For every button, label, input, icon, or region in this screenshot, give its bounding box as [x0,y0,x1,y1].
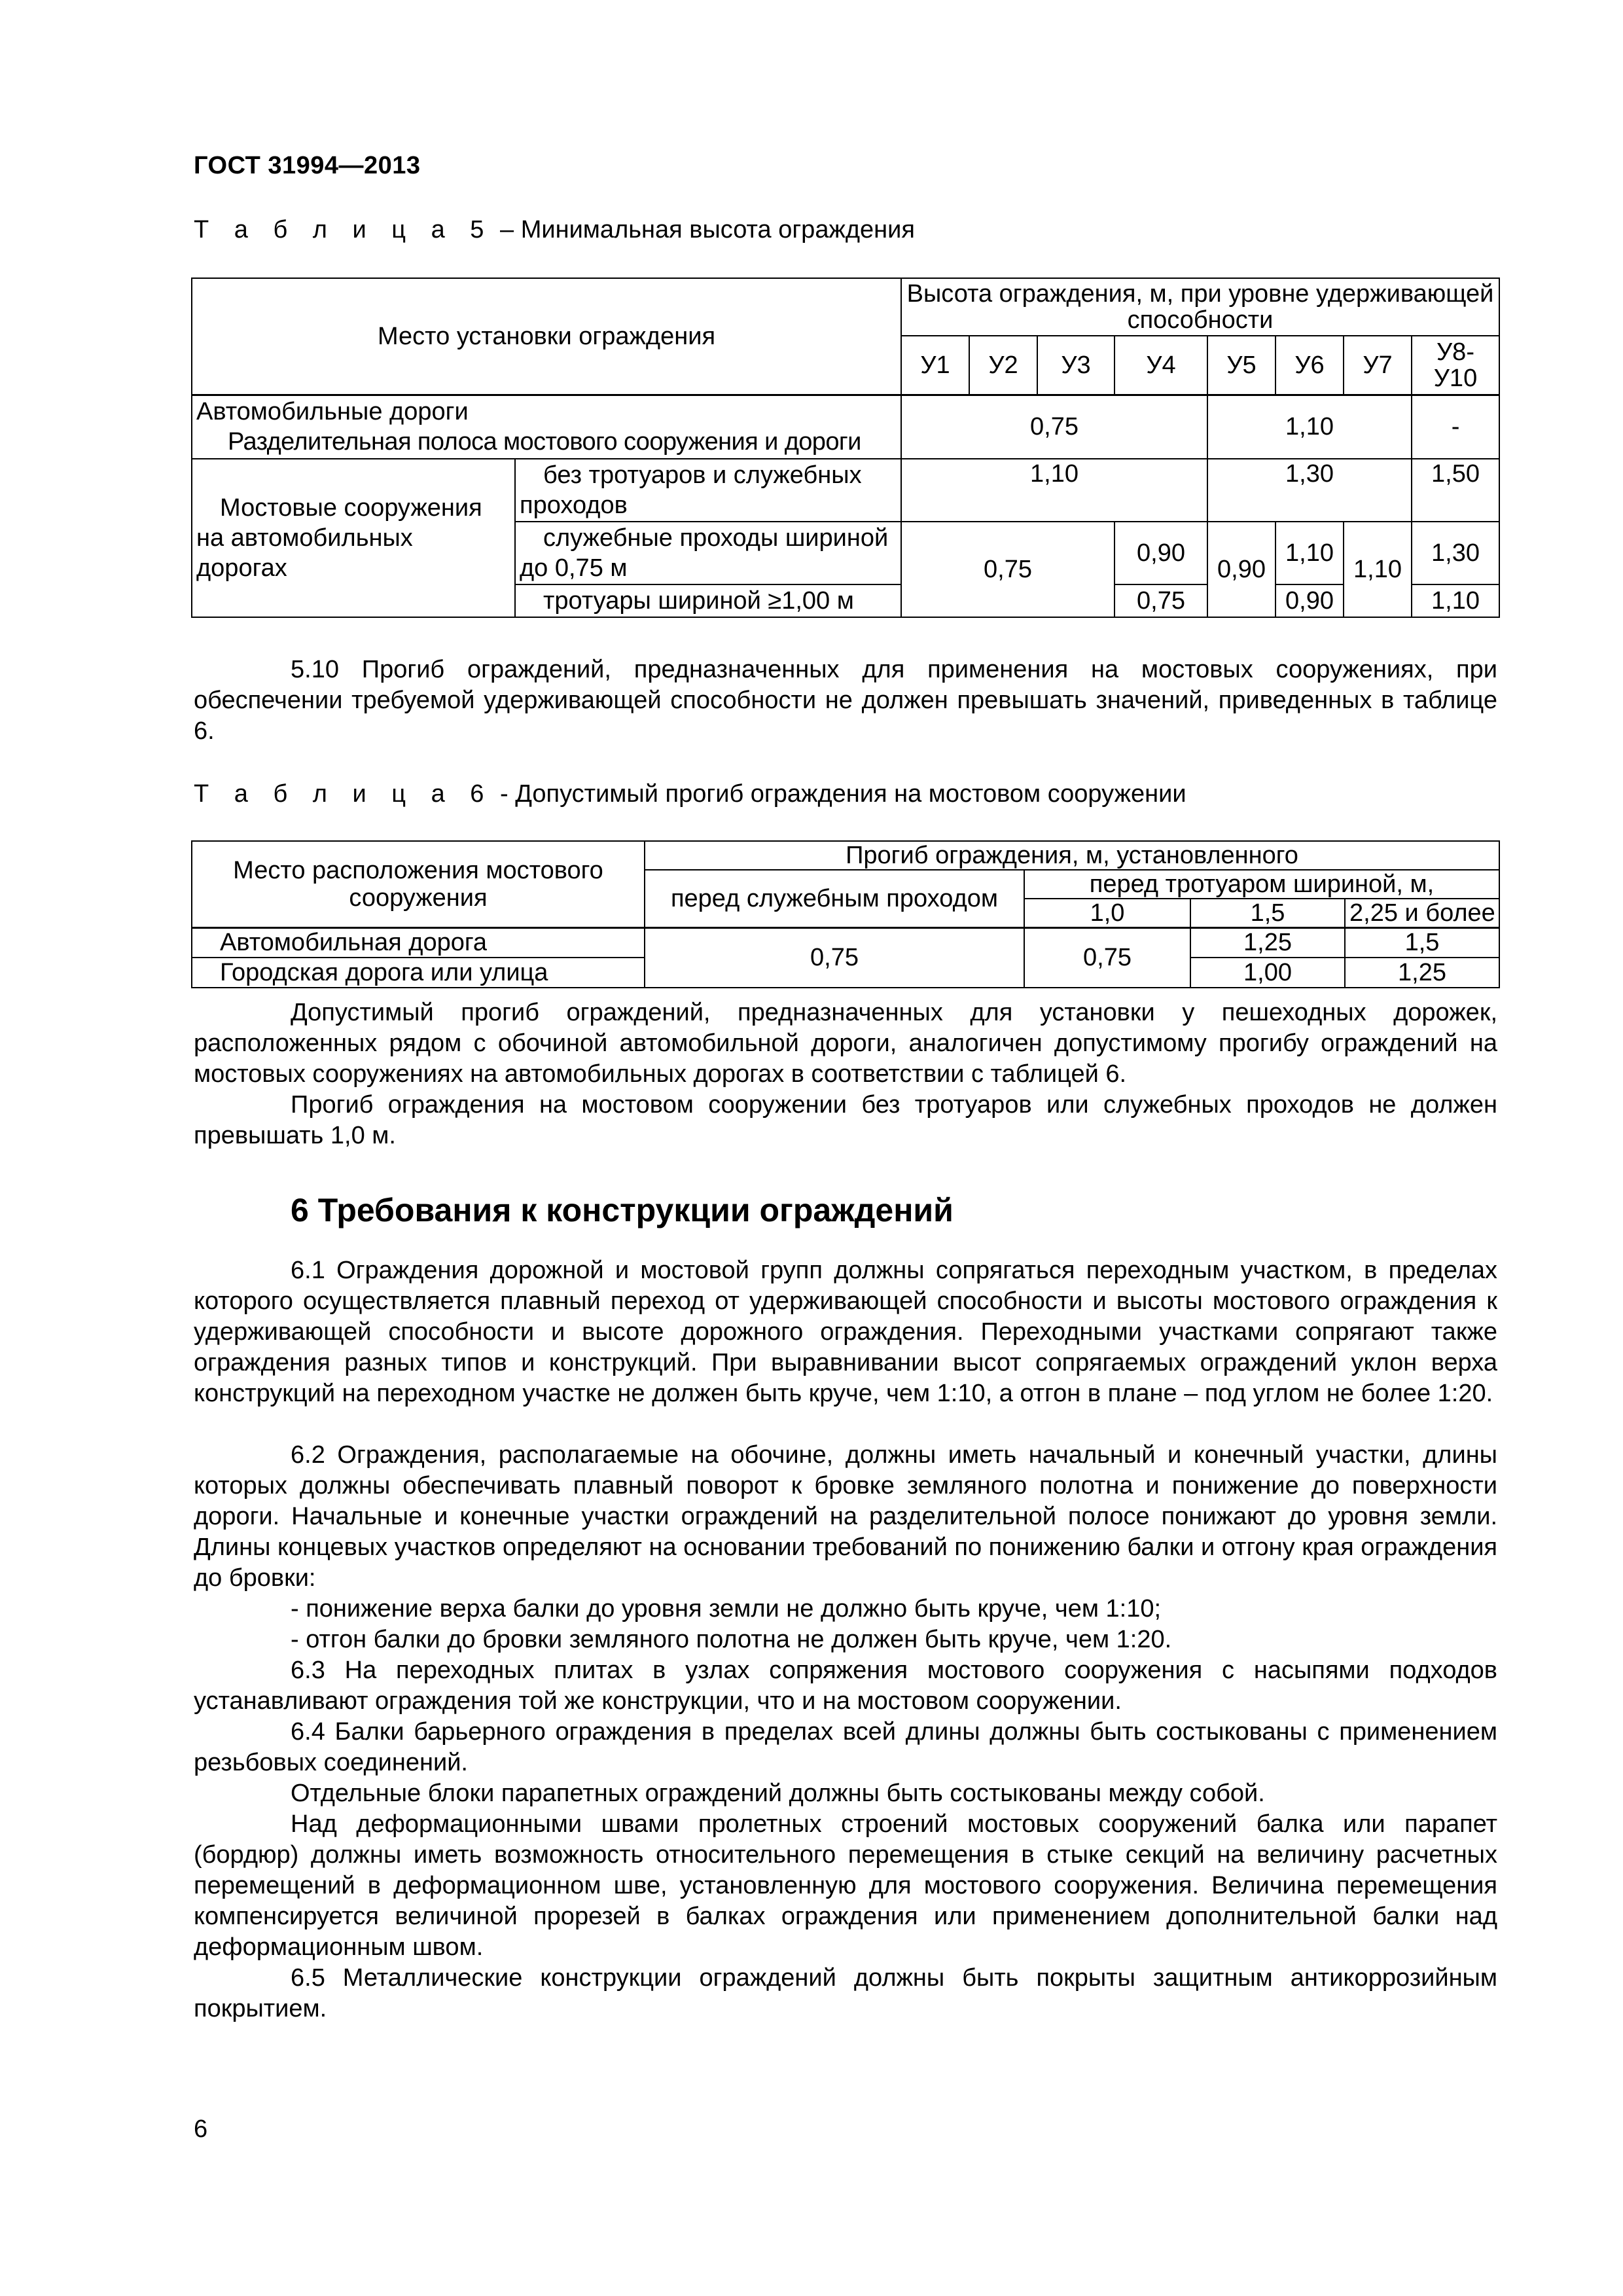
table5-row2-v1: 1,10 [901,459,1207,522]
table6-col-sidewalk: перед тротуаром шириной, м, [1024,870,1499,899]
table5-col-place: Место установки ограждения [192,278,901,395]
table5-label: Т а б л и ц а 5 [194,216,493,243]
table5-row4-v2: 0,90 [1275,584,1344,617]
table5-level-u4: У4 [1115,336,1207,395]
table5-row3-v6: 1,30 [1412,522,1499,584]
table5-row-roads [192,395,901,459]
table5-level-u7: У7 [1344,336,1412,395]
table6-row1-w225: 1,5 [1345,927,1499,958]
list-item-1: - понижение верха балки до уровня земли не должно быть круче, чем 1:10; [291,1595,1162,1623]
table5-row1-v2: 1,10 [1207,395,1412,459]
table5-row2-v3: 1,50 [1412,459,1499,522]
table5-level-u6: У6 [1275,336,1344,395]
table5-row2-text: без тротуаров и служебных проходов [520,461,862,519]
table6-col-service: перед служебным проходом [645,870,1024,927]
paragraph-6-1: 6.1 Ограждения дорожной и мостовой групп должны сопрягаться переходным участком, в пределах которого осуществляется плавный переход от удерживающей способности и высоты мостового ограждения к удерживающей способности и высоте дорожного ограждения. Переходными участками сопрягают также ограждения разных типов и конструкций. При выравнивании высот сопрягаемых ограждений уклон верха конструкций на переходном участке не должен быть круче, чем 1:10, а отгон в плане – под углом не более 1:20. [194,1257,1497,1407]
table6-row2-w15: 1,00 [1190,958,1345,988]
paragraph-6-5: 6.5 Металлические конструкции ограждений должны быть покрыты защитным антикоррозийным покрытием. [194,1964,1497,2022]
table5-row3-v5: 1,10 [1344,522,1412,617]
table5-row2-v2: 1,30 [1207,459,1412,522]
table5-col-height: Высота ограждения, м, при уровне удерживающей способности [901,278,1499,336]
table5-group-label: Мостовые сооружения на автомобильных дорогах [196,494,482,582]
table6 [191,840,1500,988]
paragraph-5-10: 5.10 Прогиб ограждений, предназначенных для применения на мостовых сооружениях, при обеспечении требуемой удерживающей способности не должен превышать значений, приведенных в таблице 6. [194,656,1497,745]
table6-caption [194,780,1186,808]
table5-row3-label [515,522,901,584]
paragraph-table6-note-a: Допустимый прогиб ограждений, предназначенных для установки у пешеходных дорожек, расположенных рядом с обочиной автомобильной дороги, аналогичен допустимому прогибу ограждений на мостовых сооружениях на автомобильных дорогах в соответствии с таблицей 6. [194,999,1497,1088]
table5-row3-v4: 1,10 [1275,522,1344,584]
table5-row3-text: служебные проходы шириной до 0,75 м [520,524,889,582]
table5-row3-v3: 0,90 [1207,522,1275,617]
paragraph-6-2: 6.2 Ограждения, располагаемые на обочине, должны иметь начальный и конечный участки, длины которых должны обеспечивать плавный поворот к бровке земляного полотна и понижение до поверхности дороги. Начальные и конечные участки ограждений на разделительной полосе понижают до уровня земли. Длины концевых участков определяют на основании требований по понижению балки и отгону края ограждения до бровки: [194,1441,1497,1592]
table6-label: Т а б л и ц а 6 [194,780,493,808]
paragraph-table6-note-b: Прогиб ограждения на мостовом сооружении без тротуаров или служебных проходов не должен превышать 1,0 м. [194,1091,1497,1149]
table5-row2-label [515,459,901,522]
table6-row1-w15: 1,25 [1190,927,1345,958]
table5-caption [194,216,915,244]
table6-row1-label: Автомобильная дорога [192,927,645,958]
table5-row3-v1: 0,75 [901,522,1115,617]
document-header: ГОСТ 31994—2013 [194,152,421,179]
table6-width-1-0: 1,0 [1024,899,1190,927]
paragraph-6-4-c: Над деформационными швами пролетных строений мостовых сооружений балка или парапет (бордюр) должны иметь возможность относительного перемещения в стыке секций на величину расчетных перемещений в деформационном шве, установленную для мостового сооружения. Величина перемещения компенсируется величиной прорезей в балках ограждения или применением дополнительной балки над деформационным швом. [194,1810,1497,1961]
table5-title: Минимальная высота ограждения [520,216,915,243]
table5-row4-v1: 0,75 [1115,584,1207,617]
table6-col-place: Место расположения мостового сооружения [192,841,645,927]
table5-row4-v3: 1,10 [1412,584,1499,617]
table6-row2-label: Городская дорога или улица [192,958,645,988]
table5-row1-title: Автомобильные дороги [196,398,469,426]
paragraph-6-4-b: Отдельные блоки парапетных ограждений должны быть состыкованы между собой. [291,1780,1265,1807]
table5-dash: – [500,216,514,243]
table5-row3-v2: 0,90 [1115,522,1207,584]
table5-level-u5: У5 [1207,336,1275,395]
table5-level-u3: У3 [1037,336,1115,395]
table5-row1-subtitle: Разделительная полоса мостового сооружения и дороги [228,428,861,456]
table6-row2-w225: 1,25 [1345,958,1499,988]
table5-row1-v3: - [1412,395,1499,459]
table5-level-u8-u10: У8-У10 [1412,336,1499,395]
table6-col-deflect: Прогиб ограждения, м, установленного [645,841,1499,870]
table5-level-u2: У2 [969,336,1037,395]
table5-row4-label: тротуары шириной ≥1,00 м [515,584,901,617]
table5-row1-v1: 0,75 [901,395,1207,459]
table6-width-2-25: 2,25 и более [1345,899,1499,927]
table5 [191,278,1500,618]
table6-title: - Допустимый прогиб ограждения на мостовом сооружении [500,780,1186,808]
table6-width-1-0-value: 0,75 [1024,927,1190,988]
page-number: 6 [194,2115,208,2143]
list-item-2: - отгон балки до бровки земляного полотна не должен быть круче, чем 1:20. [291,1626,1172,1653]
section-6-title: 6 Требования к конструкции ограждений [291,1192,954,1229]
table6-service-value: 0,75 [645,927,1024,988]
paragraph-6-4: 6.4 Балки барьерного ограждения в пределах всей длины должны быть состыкованы с применением резьбовых соединений. [194,1718,1497,1776]
table6-width-1-5: 1,5 [1190,899,1345,927]
table5-group-bridges [192,459,515,617]
paragraph-6-3: 6.3 На переходных плитах в узлах сопряжения мостового сооружения с насыпями подходов устанавливают ограждения той же конструкции, что и на мостовом сооружении. [194,1657,1497,1715]
table5-level-u1: У1 [901,336,969,395]
